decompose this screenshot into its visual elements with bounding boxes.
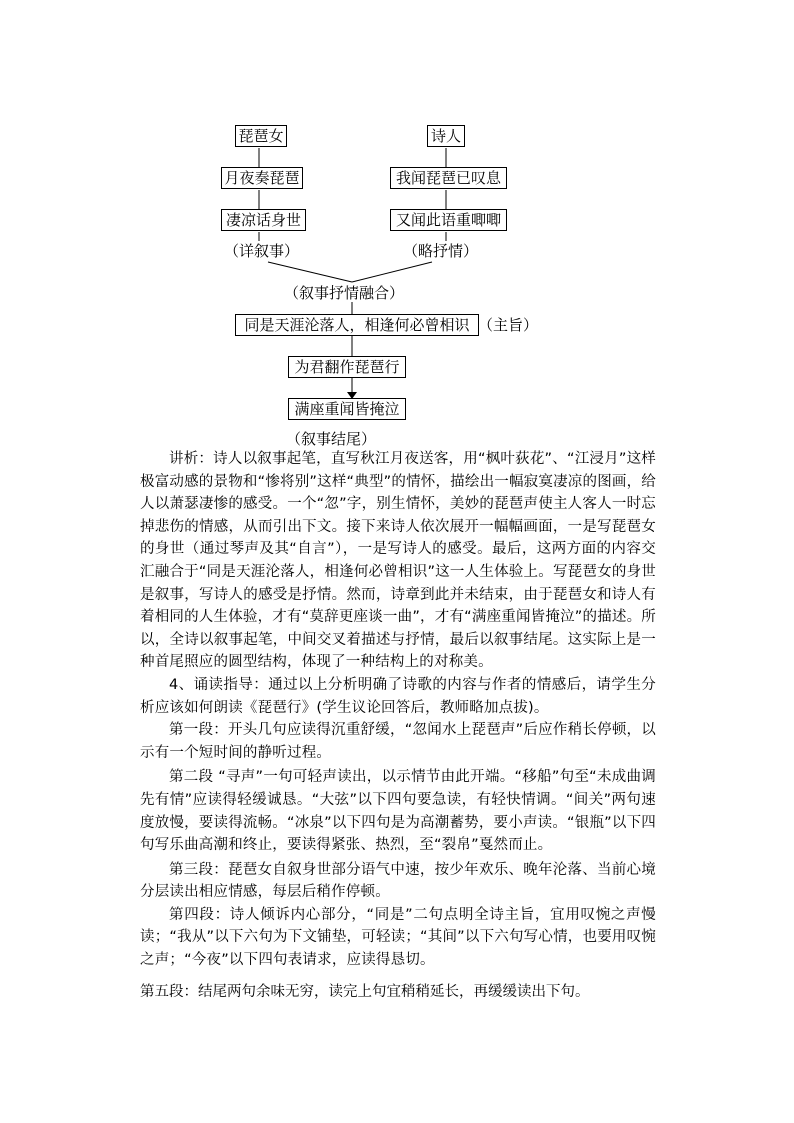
connector-merge-left bbox=[268, 262, 352, 282]
paragraph-segment-3: 第三段：琵琶女自叙身世部分语气中速，按少年欢乐、晚年沦落、当前心境分层读出相应情感，每层后稍作停顿。 bbox=[140, 861, 656, 901]
paragraph-segment-1: 第一段：开头几句应读得沉重舒缓，“忽闻水上琵琶声”后应作稍长停顿，以示有一个短时间的静听过程。 bbox=[140, 722, 656, 761]
lesson-text bbox=[140, 448, 656, 972]
paragraph-reading-guide: 4、诵读指导：通过以上分析明确了诗歌的内容与作者的情感后，请学生分析应该如何朗读《琵琶行》(学生议论回答后，教师略加点拔)。 bbox=[140, 676, 656, 716]
connector-merge-right bbox=[352, 262, 432, 282]
node-poet-sigh: 我闻琵琶已叹息 bbox=[390, 167, 507, 189]
label-merge: （叙事抒情融合） bbox=[284, 284, 405, 302]
node-poet-sigh-again: 又闻此语重唧唧 bbox=[390, 209, 507, 231]
node-poet: 诗人 bbox=[427, 125, 465, 147]
paragraph-segment-4: 第四段：诗人倾诉内心部分，“同是”二句点明全诗主旨，宜用叹惋之声慢读；“我从”以下六句为下文铺垫，可轻读；“其间”以下六句写心情，也要用叹惋之声；“今夜”以下四句表请求，应读得恳切。 bbox=[140, 906, 656, 969]
paragraph-analysis: 讲析：诗人以叙事起笔，直写秋江月夜送客，用“枫叶荻花”、“江浸月”这样极富动感的景物和“惨将别”这样“典型”的情怀，描绘出一幅寂寞凄凉的图画，给人以萧瑟凄惨的感受。一个“忽”字，别生情怀，美妙的琵琶声使主人客人一时忘掉悲伤的情感，从而引出下文。接下来诗人依次展开一幅幅画面，一是写琵琶女的身世（通过琴声及其“自言”），一是写诗人的感受。最后，这两方面的内容交汇融合于“同是天涯沦落人，相逢何必曾相识”这一人生体验上。写琵琶女的身世是叙事，写诗人的感受是抒情。然而，诗章到此并未结束，由于琵琶女和诗人有着相同的人生体验，才有“莫辞更座谈一曲”，才有“满座重闻皆掩泣”的描述。所以，全诗以叙事起笔，中间交叉着描述与抒情，最后以叙事结尾。这实际上是一种首尾照应的圆型结构，体现了一种结构上的对称美。 bbox=[140, 451, 656, 671]
node-life-story: 凄凉话身世 bbox=[221, 209, 306, 231]
node-compose-song: 为君翻作琵琶行 bbox=[288, 356, 406, 378]
label-detailed-narration: （详叙事） bbox=[224, 242, 300, 260]
node-theme: 同是天涯沦落人，相逢何必曾相识 bbox=[235, 314, 479, 336]
node-pipa-woman: 琵琶女 bbox=[235, 125, 287, 147]
node-moonlit-playing: 月夜奏琵琶 bbox=[221, 167, 303, 189]
paragraph-segment-5: 第五段：结尾两句余味无穷，读完上句宜稍稍延长，再缓缓读出下句。 bbox=[140, 984, 590, 1000]
paragraph-segment-2: 第二段 “寻声”一句可轻声读出，以示情节由此开端。“移船”句至“未成曲调先有情”应读得轻缓诚恳。“大弦”以下四句要急读，有轻快情调。“间关”两句速度放慢，要读得流畅。“冰泉”以下四句是为高潮蓄势，要小声读。“银瓶”以下四句写乐曲高潮和终止，要读得紧张、热烈，至“裂帛”戛然而止。 bbox=[140, 769, 656, 854]
node-audience-weeps: 满座重闻皆掩泣 bbox=[288, 398, 406, 420]
structure-diagram bbox=[0, 0, 794, 460]
label-theme-note: （主旨） bbox=[478, 316, 539, 334]
label-narrative-ending: （叙事结尾） bbox=[286, 430, 377, 448]
label-brief-lyric: （略抒情） bbox=[403, 242, 479, 260]
